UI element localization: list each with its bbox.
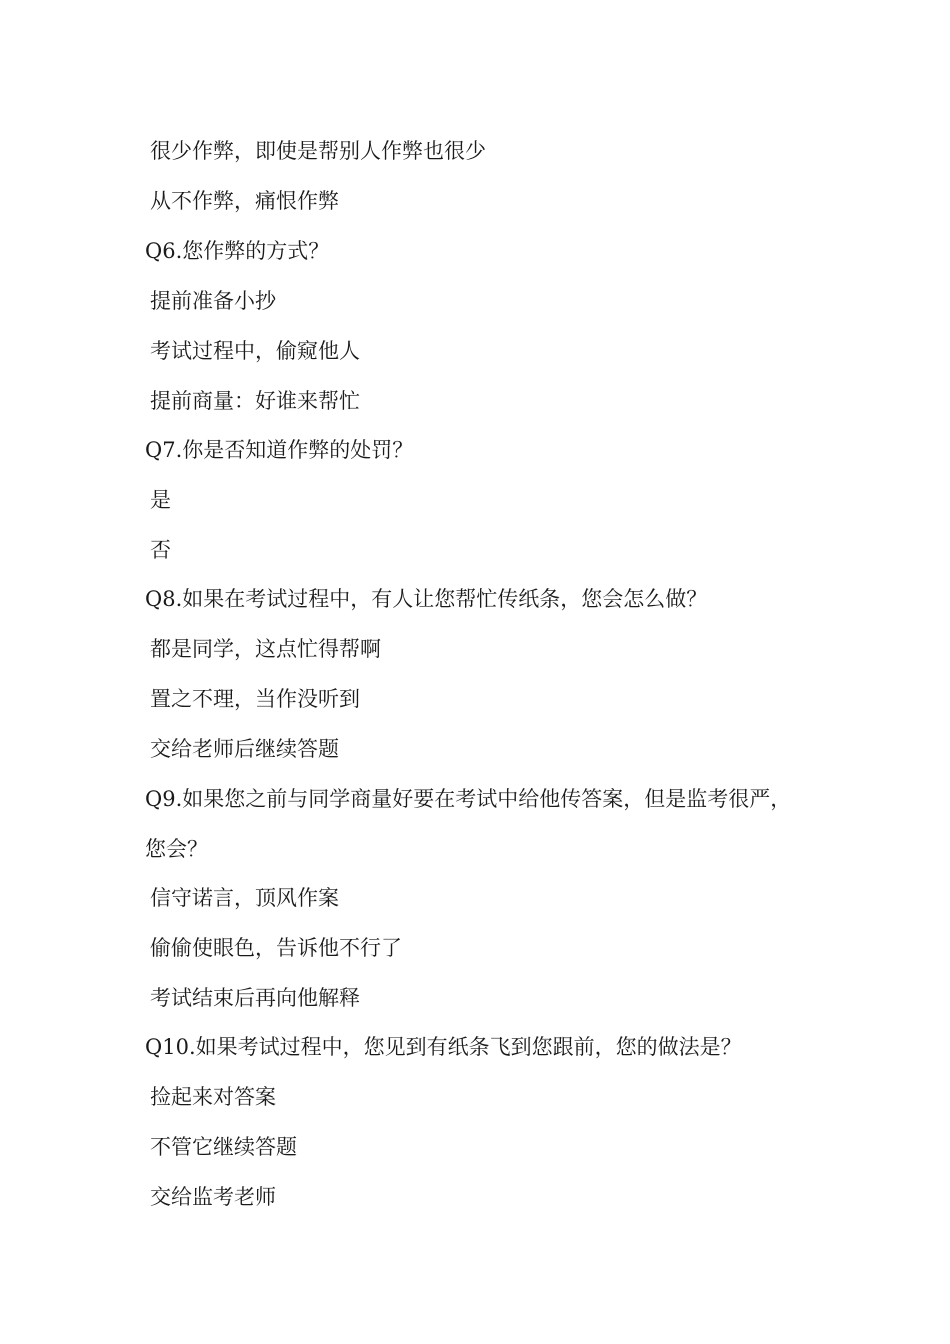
- option-item: 考试过程中，偷窥他人: [150, 339, 360, 363]
- option-item: 置之不理，当作没听到: [150, 687, 360, 711]
- option-item: 否: [150, 538, 171, 562]
- question-q6: Q6.您作弊的方式？: [145, 239, 330, 263]
- option-item: 提前商量：好谁来帮忙: [150, 389, 360, 413]
- question-q7: Q7.你是否知道作弊的处罚？: [145, 438, 414, 462]
- option-item: 是: [150, 488, 171, 512]
- option-item: 考试结束后再向他解释: [150, 986, 360, 1010]
- option-item: 提前准备小抄: [150, 289, 276, 313]
- question-q9-continuation: 您会？: [145, 837, 208, 861]
- option-item: 偷偷使眼色，告诉他不行了: [150, 936, 402, 960]
- option-item: 很少作弊，即使是帮别人作弊也很少: [150, 139, 486, 163]
- question-q10: Q10.如果考试过程中，您见到有纸条飞到您跟前，您的做法是？: [145, 1035, 742, 1059]
- option-item: 不管它继续答题: [150, 1135, 297, 1159]
- option-item: 交给老师后继续答题: [150, 737, 339, 761]
- option-item: 捡起来对答案: [150, 1085, 276, 1109]
- option-item: 都是同学，这点忙得帮啊: [150, 637, 381, 661]
- option-item: 从不作弊，痛恨作弊: [150, 189, 339, 213]
- question-q9: Q9.如果您之前与同学商量好要在考试中给他传答案，但是监考很严，: [145, 787, 792, 811]
- question-q8: Q8.如果在考试过程中，有人让您帮忙传纸条，您会怎么做？: [145, 587, 708, 611]
- option-item: 信守诺言，顶风作案: [150, 886, 339, 910]
- option-item: 交给监考老师: [150, 1185, 276, 1209]
